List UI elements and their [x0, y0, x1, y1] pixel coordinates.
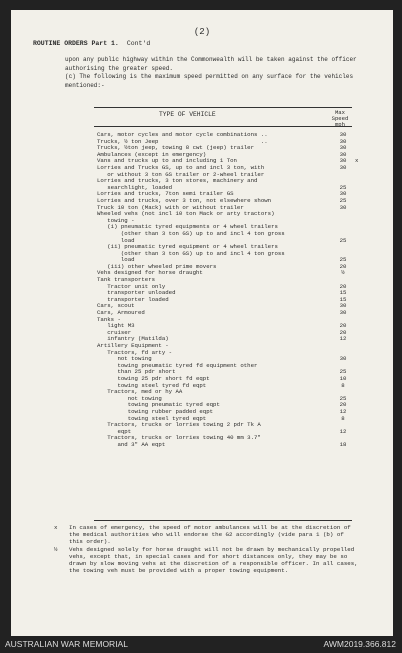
max-speed: 25 [339, 394, 347, 402]
table-row [11, 277, 393, 284]
vehicle-type: (ii) pneumatic tyred equipment or 4 wheel trailers [97, 243, 278, 251]
vehicle-type: Cars, scout [97, 302, 135, 310]
vehicle-type: (i) pneumatic tyred equipments or 4 wheel trailers [97, 223, 278, 231]
table-row [11, 317, 393, 324]
max-speed: 20 [339, 328, 347, 336]
vehicle-type: or without 3 ton GS trailer or 2-wheel trailer [97, 170, 265, 178]
max-speed: 25 [339, 256, 347, 264]
max-speed: 30 [339, 131, 347, 138]
vehicle-type: (other than 3 ton GS) up to and incl 4 ton gross [97, 249, 285, 257]
table-bottom-rule [94, 520, 352, 521]
table-top-rule [94, 107, 352, 108]
max-speed: 20 [339, 401, 347, 409]
vehicle-type: Lorries and trucks, 3 ton stores, machinery and [97, 177, 258, 185]
vehicle-type: load [97, 256, 135, 264]
table-row [11, 363, 393, 370]
column-header-max-label: Max Speed [331, 109, 349, 122]
table-row [11, 336, 393, 343]
table-row [11, 350, 393, 357]
table-row [11, 231, 393, 238]
max-speed: 12 [339, 335, 347, 343]
vehicle-type: not towing [97, 355, 152, 363]
max-speed: 30 [339, 302, 347, 310]
vehicle-type: Trucks, ½ton jeep, towing 8 cwt (jeep) trailer [97, 144, 255, 152]
max-speed: 12 [339, 407, 347, 415]
max-speed: 20 [339, 322, 347, 330]
max-speed: 25 [339, 196, 347, 204]
table-row [11, 251, 393, 258]
table-row [11, 297, 393, 304]
vehicle-type: Tractors, fd arty - [97, 348, 173, 356]
max-speed: 30 [339, 203, 347, 211]
vehicle-type: (other than 3 ton GS) up to and incl 4 ton gross [97, 229, 285, 237]
vehicle-type: Truck 10 ton (Mack) with or without trailer [97, 203, 244, 211]
vehicle-type: towing pneumatic tyred fd equipment other [97, 361, 258, 369]
vehicle-type: towing steel tyred eqpt [97, 414, 207, 422]
document-header [33, 40, 150, 47]
max-speed: 25 [339, 183, 347, 191]
max-speed: 8 [341, 414, 345, 422]
max-speed: 30 [339, 309, 347, 317]
max-speed: 30 [339, 144, 347, 152]
table-row [11, 330, 393, 337]
intro-text [65, 56, 365, 90]
vehicle-type: Ambulances (except in emergency) [97, 150, 207, 158]
vehicle-type: Vans and trucks up to and including 1 Ton [97, 157, 237, 165]
max-speed: ½ [341, 269, 345, 277]
vehicle-type: Artillery Equipment - [97, 342, 169, 349]
vehicle-type: Lorries and trucks, over 3 ton, not elsewhere shown [97, 196, 272, 204]
max-speed: 20 [339, 282, 347, 290]
table-row [11, 178, 393, 185]
table-row [11, 290, 393, 297]
credit-accession-number: AWM2019.366.812 [323, 639, 396, 649]
vehicle-type: infantry (Matilda) [97, 335, 169, 343]
column-header-unit: mph [334, 121, 346, 128]
vehicle-type: not towing [97, 394, 162, 402]
max-speed: 30 [339, 150, 347, 158]
vehicle-type: Cars, Armoured [97, 309, 145, 317]
table-row [11, 389, 393, 396]
table-row [11, 310, 393, 317]
max-speed: 12 [339, 427, 347, 435]
max-speed: 30 [339, 163, 347, 171]
vehicle-type: towing pneumatic tyred eqpt [97, 401, 220, 409]
table-row [11, 303, 393, 310]
column-header-type: TYPE OF VEHICLE [159, 111, 216, 118]
credit-institution: AUSTRALIAN WAR MEMORIAL [5, 639, 128, 649]
max-speed: 15 [339, 289, 347, 297]
footnote-emergency [54, 524, 359, 546]
vehicle-type: Tractors, med or hy AA [97, 388, 183, 396]
max-speed: 30 [339, 137, 347, 145]
footnote-text: In cases of emergency, the speed of motor ambulances will be at the discretion of the medical authorities who will endorse the G2 accordingly (vide para 1 (b) of this order). [69, 524, 351, 546]
vehicle-type: transporter unloaded [97, 289, 176, 297]
table-row [11, 383, 393, 390]
table-row [11, 435, 393, 442]
vehicle-type: towing - [97, 216, 135, 224]
footnote-horse-draught [54, 546, 359, 575]
table-row [11, 284, 393, 291]
vehicle-type: towing 25 pdr short fd eqpt [97, 374, 210, 382]
vehicle-speed-table [11, 132, 393, 449]
table-row [11, 422, 393, 429]
max-speed: 8 [341, 381, 345, 389]
credit-bar [0, 636, 402, 653]
intro-paragraph-2: (c) The following is the maximum speed permitted on any surface for the vehicles mentioned:- [65, 73, 354, 89]
vehicle-type: Lorries and trucks, 7ton semi trailer GS [97, 190, 234, 198]
max-speed: 30 [339, 190, 347, 198]
intro-paragraph-1: upon any public highway within the Commonwealth will be taken against the officer authorising the greater speed. [65, 56, 357, 72]
table-row [11, 442, 393, 449]
vehicle-type: Tanks - [97, 315, 121, 323]
vehicle-type: Wheeled vehs (not incl 10 ton Mack or arty tractors) [97, 210, 275, 218]
vehicle-type: searchlight, loaded [97, 183, 173, 191]
vehicle-type: load [97, 236, 135, 244]
max-speed: 30 [339, 355, 347, 363]
vehicle-type: towing rubber padded eqpt [97, 407, 214, 415]
vehicle-type: Tractor unit only [97, 282, 166, 290]
vehicle-type: and 3" AA eqpt [97, 440, 166, 448]
vehicle-type: towing steel tyred fd eqpt [97, 381, 207, 389]
max-speed: 25 [339, 368, 347, 376]
page-number: (2) [193, 27, 211, 37]
vehicle-type: cruiser [97, 328, 132, 336]
footnote-symbol: ½ [54, 545, 58, 553]
table-row [11, 211, 393, 218]
max-speed: 15 [339, 295, 347, 303]
vehicle-type: light M3 [97, 322, 135, 330]
max-speed: 25 [339, 236, 347, 244]
footnote-text: Vehs designed solely for horse draught will not be drawn by mechanically propelled vehs, except that, in special cases and for short distances only, they may be so drawn by slow moving vehs at the discretion of a responsible officer. In all cases, the towing veh must be provided with a proper towing equipment. [69, 545, 358, 575]
vehicle-type: (iii) other wheeled prime movers [97, 262, 217, 270]
table-row [11, 323, 393, 330]
vehicle-type: Tank transporters [97, 276, 156, 284]
vehicle-type: Cars, motor cycles and motor cycle combinations .. [97, 131, 268, 138]
vehicle-type: eqpt [97, 427, 132, 435]
table-header-rule [94, 126, 352, 127]
max-speed: 10 [339, 374, 347, 382]
footnote-symbol: x [54, 524, 58, 531]
vehicle-type: transporter loaded [97, 295, 169, 303]
vehicle-type: Lorries and Trucks GS, up to and incl 3 ton, with [97, 163, 265, 171]
vehicle-type: Trucks, ½ ton Jeep .. [97, 137, 268, 145]
document-page [11, 10, 393, 636]
vehicle-type: Tractors, trucks or lorries towing 40 mm 3.7" [97, 434, 261, 442]
max-speed: 20 [339, 262, 347, 270]
table-row [11, 343, 393, 350]
footnotes [54, 524, 359, 574]
header-title: ROUTINE ORDERS Part 1. [33, 40, 119, 47]
max-speed: 30 [339, 157, 347, 165]
vehicle-type: Vehs designed for horse draught [97, 269, 203, 277]
header-contd: Cont'd [126, 40, 151, 47]
max-speed: 18 [339, 440, 347, 448]
table-row [11, 270, 393, 277]
footnote-marker: x [355, 157, 359, 165]
vehicle-type: Tractors, trucks or lorries towing 2 pdr Tk A [97, 421, 261, 429]
vehicle-type: than 25 pdr short [97, 368, 176, 376]
